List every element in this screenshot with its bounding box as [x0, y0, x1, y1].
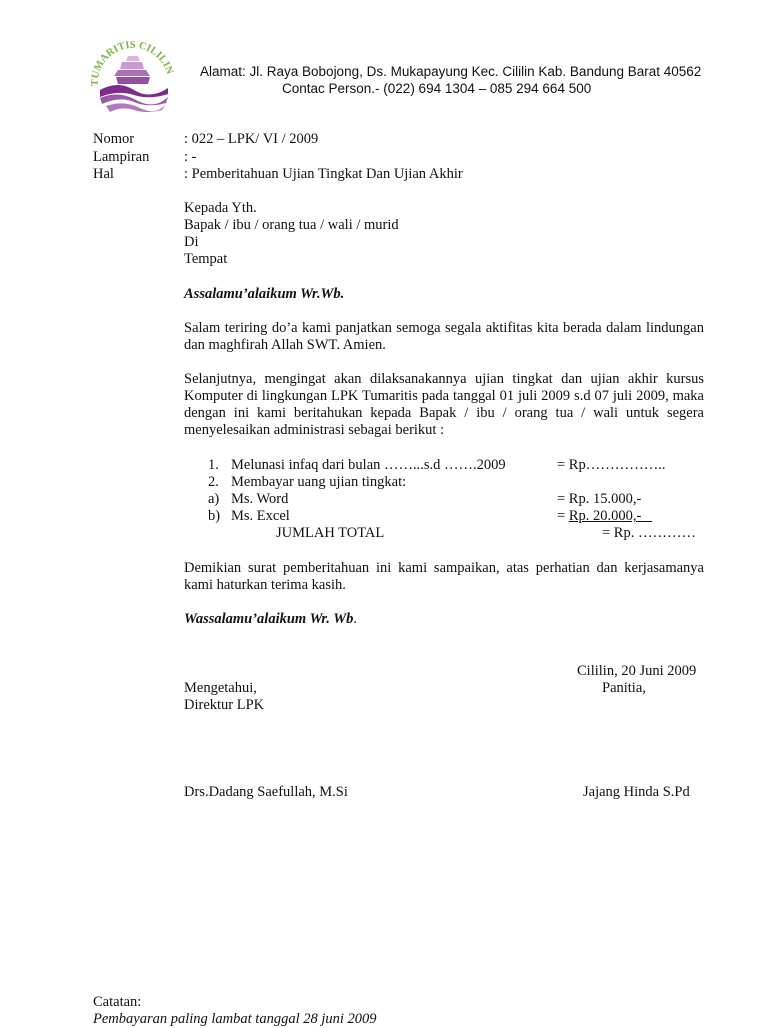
recipient-line: Kepada Yth.: [184, 200, 257, 216]
right-signatory-name: Jajang Hinda S.Pd: [583, 784, 690, 800]
item-marker: 2.: [208, 474, 219, 490]
greeting: Assalamu’alaikum Wr.Wb.: [184, 286, 345, 302]
left-signatory-position: Direktur LPK: [184, 697, 265, 713]
item-text-exam: Membayar uang ujian tingkat:: [231, 474, 407, 490]
meta-value-lampiran: : -: [184, 149, 197, 165]
letterhead-address: Alamat: Jl. Raya Bobojong, Ds. Mukapayung Kec. Cililin Kab. Bandung Barat 40562: [200, 64, 702, 79]
paragraph-opening: Salam teriring do’a kami panjatkan semoga segala aktifitas kita berada dalam lindungan dan maghfirah Allah SWT. Amien.: [184, 320, 704, 353]
total-label: JUMLAH TOTAL: [276, 525, 385, 541]
meta-value-hal: : Pemberitahuan Ujian Tingkat Dan Ujian Akhir: [184, 166, 463, 182]
note-text: Pembayaran paling lambat tanggal 28 juni 2009: [93, 1011, 377, 1027]
meta-label-lampiran: Lampiran: [93, 149, 150, 165]
item-value-excel: [557, 508, 652, 525]
item-marker: 1.: [208, 457, 219, 473]
recipient-line: Tempat: [184, 251, 228, 267]
meta-label-hal: Hal: [93, 166, 114, 182]
right-signatory-title: Panitia,: [602, 680, 646, 696]
left-signatory-title: Mengetahui,: [184, 680, 257, 696]
item-value-infaq: = Rp……………..: [557, 457, 666, 473]
closing-text: Wassalamu’alaikum Wr. Wb: [184, 611, 354, 627]
letterhead-contact: Contac Person.- (022) 694 1304 – 085 294 664 500: [282, 81, 592, 96]
item-value-word: = Rp. 15.000,-: [557, 491, 642, 507]
recipient-line: Di: [184, 234, 199, 250]
paragraph-body: Selanjutnya, mengingat akan dilaksanakannya ujian tingkat dan ujian akhir kursus Komputer di lingkungan LPK Tumaritis pada tanggal 01 juli 2009 s.d 07 juli 2009, maka dengan ini kami beritahukan kepada Bapak / ibu / orang tua / wali untuk segera menyelesaikan administrasi sebagai berikut :: [184, 371, 704, 438]
closing-period: .: [353, 611, 357, 627]
item-text-excel: Ms. Excel: [231, 508, 290, 524]
logo-emblem-icon: [88, 40, 176, 122]
tumaritis-logo: [88, 40, 176, 122]
equals-sign: =: [557, 508, 569, 524]
item-marker: b): [208, 508, 221, 524]
left-signatory-name: Drs.Dadang Saefullah, M.Si: [184, 784, 348, 800]
note-label: Catatan:: [93, 994, 142, 1010]
place-date: Cililin, 20 Juni 2009: [577, 663, 697, 679]
logo-text: TUMARITIS CILILIN: [89, 40, 175, 87]
paragraph-closing: Demikian surat pemberitahuan ini kami sampaikan, atas perhatian dan kerjasamanya kami haturkan terima kasih.: [184, 560, 704, 593]
closing-salutation: [184, 611, 357, 628]
item-text-word: Ms. Word: [231, 491, 289, 507]
item-marker: a): [208, 491, 220, 507]
meta-value-nomor: : 022 – LPK/ VI / 2009: [184, 131, 319, 147]
meta-label-nomor: Nomor: [93, 131, 135, 147]
total-value: = Rp. …………: [602, 525, 696, 541]
excel-amount: Rp. 20.000,-: [568, 508, 653, 524]
item-text-infaq: Melunasi infaq dari bulan ……...s.d …….2009: [231, 457, 506, 473]
recipient-line: Bapak / ibu / orang tua / wali / murid: [184, 217, 399, 233]
